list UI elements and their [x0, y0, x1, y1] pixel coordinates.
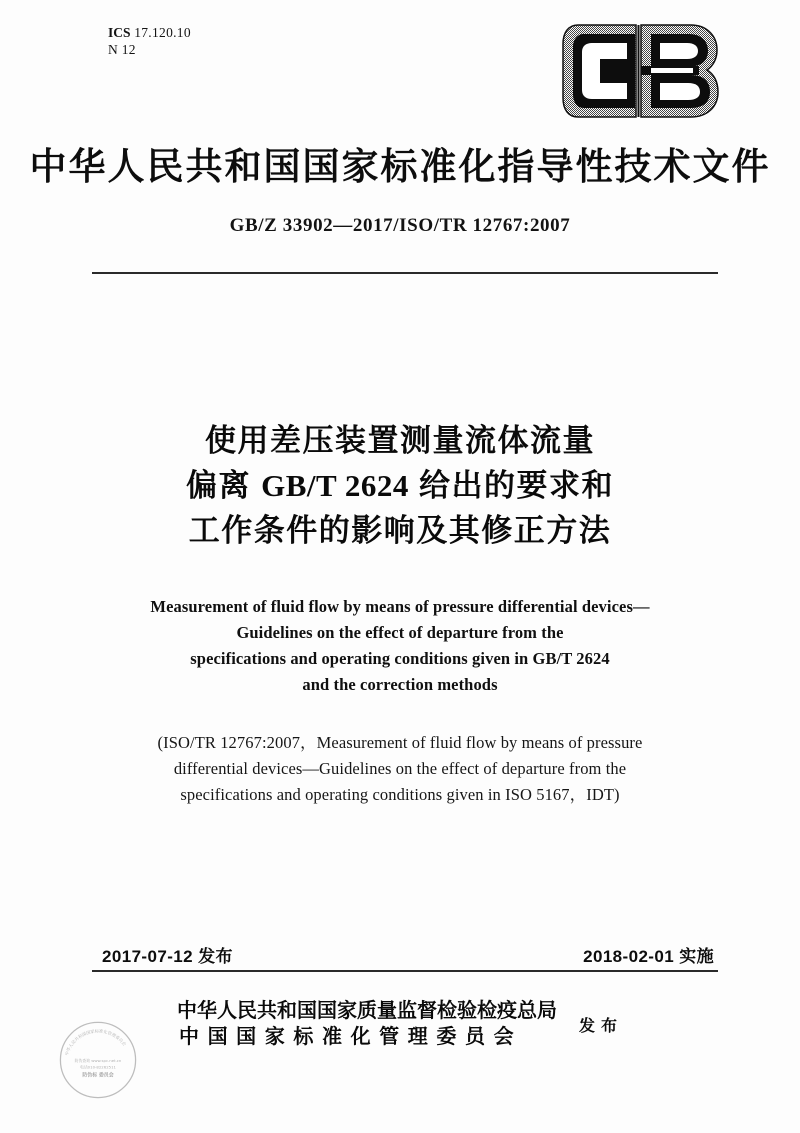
- publisher-line-2: 中国国家标准化管理委员会: [178, 1026, 523, 1048]
- chinese-title-line-2: [0, 463, 800, 508]
- chinese-title-line-2-suffix: 给出的要求和: [408, 468, 615, 503]
- publish-word: 发布: [578, 1017, 623, 1035]
- standard-number: GB/Z 33902—2017/ISO/TR 12767:2007: [229, 215, 571, 236]
- ics-code-line: [108, 24, 191, 41]
- english-title-line-1: Measurement of fluid flow by means of pressure differential devices—: [150, 597, 650, 616]
- iso-source-note-line-1: (ISO/TR 12767:2007，Measurement of fluid flow by means of pressure: [157, 733, 643, 752]
- svg-text:电话010-82262511: 电话010-82262511: [80, 1064, 116, 1070]
- category-value: 12: [121, 42, 136, 57]
- publisher-names: [177, 998, 557, 1050]
- chinese-title-line-3: 工作条件的影响及其修正方法: [188, 513, 612, 548]
- svg-text:防伪查询 www.spc.net.cn: 防伪查询 www.spc.net.cn: [74, 1057, 122, 1063]
- ics-label: ICS: [108, 25, 131, 40]
- iso-source-note-line-2: differential devices—Guidelines on the effect of departure from the: [173, 759, 627, 778]
- publisher-line-1: 中华人民共和国国家质量监督检验检疫总局: [176, 1000, 557, 1022]
- svg-text:中华人民共和国国家标准化管理委员会: 中华人民共和国国家标准化管理委员会: [63, 1028, 128, 1057]
- issue-date: 2017-07-12 发布: [102, 947, 233, 966]
- date-row: [92, 942, 718, 968]
- gb-emblem-icon: [560, 22, 720, 120]
- english-title: [0, 594, 800, 698]
- svg-text:防伪标 委员会: 防伪标 委员会: [82, 1072, 114, 1079]
- national-standard-header: 中华人民共和国国家标准化指导性技术文件: [29, 147, 771, 188]
- chinese-title: [0, 418, 800, 553]
- category-label: N: [108, 42, 119, 57]
- ics-value: 17.120.10: [134, 25, 191, 40]
- footer-divider: [92, 970, 718, 972]
- circular-seal-watermark-icon: [52, 1016, 144, 1104]
- chinese-title-line-2-prefix: 偏离: [185, 468, 262, 503]
- chinese-title-line-2-reference: GB/T 2624: [261, 468, 409, 503]
- category-code-line: [108, 41, 191, 58]
- english-title-line-3: specifications and operating conditions given in GB/T 2624: [190, 649, 610, 668]
- header-divider: [92, 272, 718, 274]
- english-title-line-4: and the correction methods: [302, 675, 498, 694]
- iso-source-note-line-3: specifications and operating conditions given in ISO 5167，IDT): [180, 785, 620, 804]
- chinese-title-line-1: 使用差压装置测量流体流量: [205, 423, 595, 458]
- implementation-date: 2018-02-01 实施: [583, 947, 714, 966]
- iso-source-note: [0, 730, 800, 808]
- english-title-line-2: Guidelines on the effect of departure from the: [236, 623, 564, 642]
- classification-codes: [108, 24, 191, 58]
